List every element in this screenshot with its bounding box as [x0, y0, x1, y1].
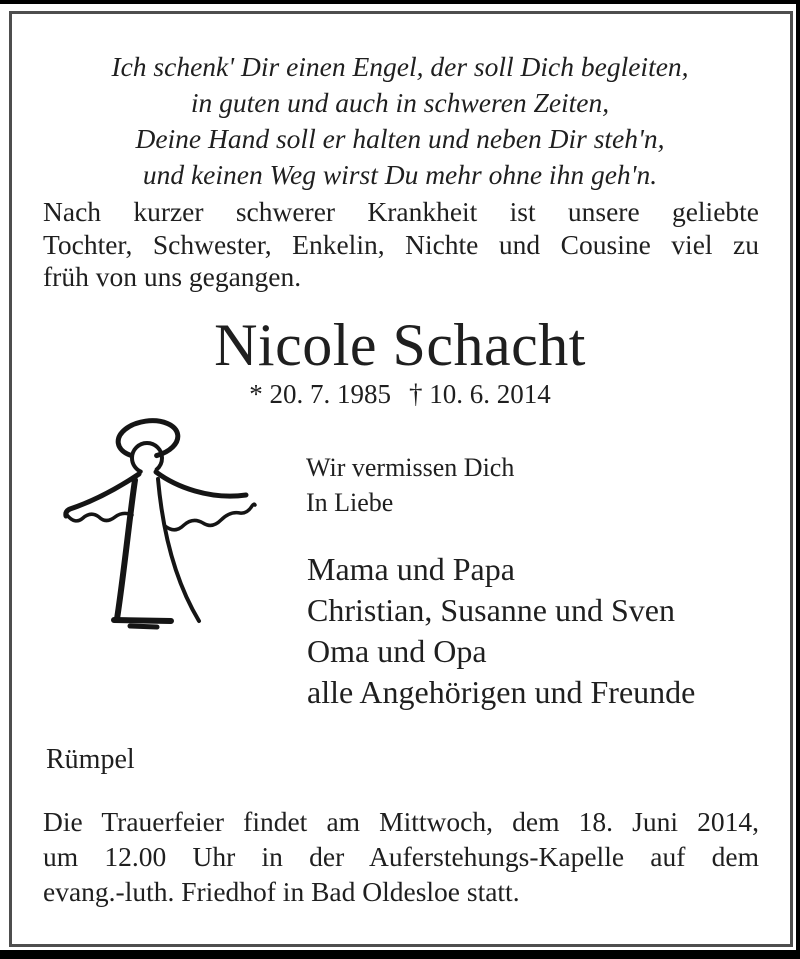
poem-line: in guten und auch in schweren Zeiten,	[190, 87, 610, 118]
scan-edge-top	[0, 0, 800, 4]
poem-line: Deine Hand soll er halten und neben Dir steh'n,	[135, 123, 665, 154]
mourner-line: Mama und Papa	[307, 551, 515, 587]
mourners-list	[307, 549, 695, 713]
life-dates	[12, 379, 788, 409]
scan-edge-bottom	[0, 950, 800, 959]
deceased-name: Nicole Schacht	[214, 312, 586, 378]
death-date: † 10. 6. 2014	[409, 379, 551, 409]
intro-paragraph	[43, 196, 759, 294]
intro-line: Tochter, Schwester, Enkelin, Nichte und Cousine viel zu	[43, 228, 759, 260]
intro-line: Nach kurzer schwerer Krankheit ist unsere geliebte	[43, 196, 759, 227]
funeral-line: evang.-luth. Friedhof in Bad Oldesloe statt.	[43, 876, 520, 907]
mourner-line: Oma und Opa	[307, 633, 487, 669]
farewell-message	[306, 450, 514, 520]
farewell-line: Wir vermissen Dich	[306, 453, 515, 482]
mourner-line: Christian, Susanne und Sven	[307, 592, 675, 628]
poem-line: und keinen Weg wirst Du mehr ohne ihn geh'n.	[142, 159, 658, 190]
memorial-poem	[12, 49, 788, 193]
intro-line: früh von uns gegangen.	[43, 261, 302, 292]
mourner-line: alle Angehörigen und Freunde	[307, 674, 696, 710]
scan-edge-right	[796, 0, 800, 959]
place-name: Rümpel	[46, 744, 135, 775]
angel-icon	[53, 413, 265, 641]
birth-date: * 20. 7. 1985	[249, 379, 391, 409]
funeral-line: um 12.00 Uhr in der Auferstehungs-Kapelle auf dem	[43, 841, 759, 872]
poem-line: Ich schenk' Dir einen Engel, der soll Dich begleiten,	[111, 51, 689, 82]
farewell-line: In Liebe	[306, 488, 394, 517]
funeral-announcement	[43, 804, 759, 909]
funeral-line: Die Trauerfeier findet am Mittwoch, dem 18. Juni 2014,	[43, 806, 759, 837]
